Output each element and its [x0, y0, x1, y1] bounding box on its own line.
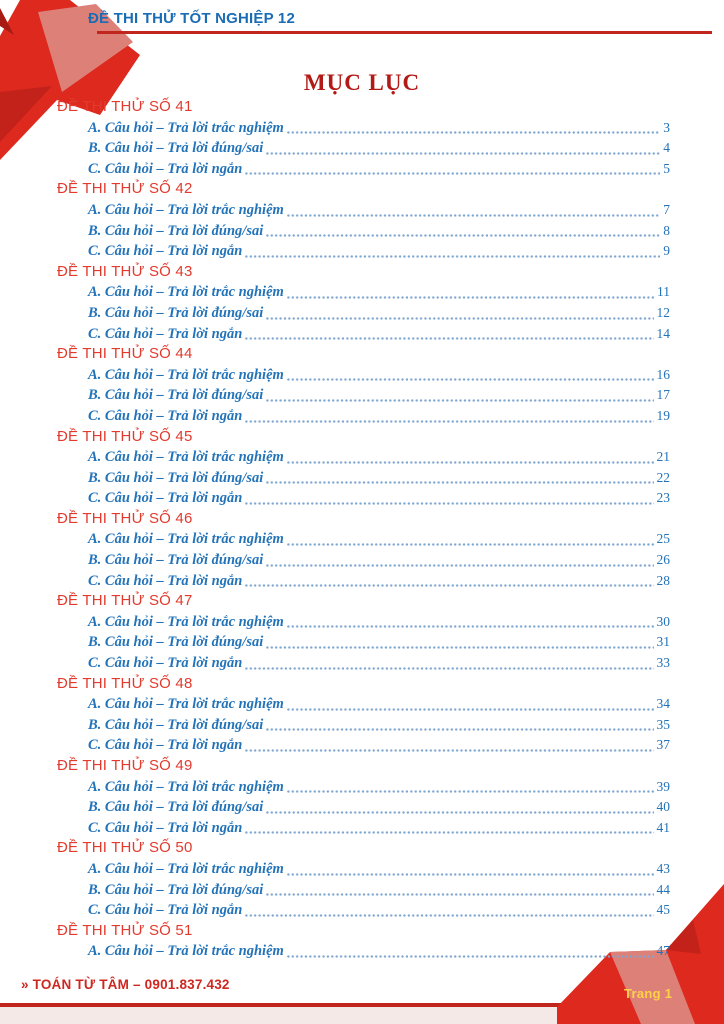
toc-item[interactable] [57, 406, 670, 427]
toc-item-label: C. Câu hỏi – Trả lời ngắn [88, 655, 243, 672]
toc-item-page: 26 [656, 552, 670, 568]
toc-item[interactable] [57, 488, 670, 509]
toc-item[interactable] [57, 818, 670, 839]
toc-item[interactable] [57, 612, 670, 633]
toc-item-page: 14 [656, 325, 670, 341]
toc-entry-heading: ĐỀ THI THỬ SỐ 45 [57, 427, 193, 445]
dot-leader [266, 234, 660, 237]
toc-item-label: A. Câu hỏi – Trả lời trắc nghiệm [88, 119, 284, 136]
toc-entry-heading: ĐỀ THI THỬ SỐ 41 [57, 98, 193, 115]
dot-leader [287, 625, 654, 628]
dot-leader [287, 296, 654, 299]
toc-item-page: 4 [663, 140, 670, 156]
toc-item[interactable] [57, 241, 670, 262]
toc-item-page: 28 [656, 572, 670, 588]
dot-leader [287, 378, 654, 381]
toc-item[interactable] [57, 694, 670, 715]
toc-item-page: 33 [656, 655, 670, 671]
toc-item-label: A. Câu hỏi – Trả lời trắc nghiệm [88, 778, 284, 795]
toc-item-page: 12 [656, 304, 670, 320]
toc-item-label: C. Câu hỏi – Trả lời ngắn [88, 325, 243, 342]
toc-item-label: C. Câu hỏi – Trả lời ngắn [88, 737, 243, 754]
toc-item-label: C. Câu hỏi – Trả lời ngắn [88, 819, 243, 836]
dot-leader [245, 502, 653, 505]
toc-item-label: A. Câu hỏi – Trả lời trắc nghiệm [88, 943, 284, 960]
toc-item[interactable] [57, 200, 670, 221]
toc-item-label: C. Câu hỏi – Trả lời ngắn [88, 407, 243, 424]
toc-item-page: 5 [663, 160, 670, 176]
toc-item-label: B. Câu hỏi – Trả lời đúng/sai [88, 304, 264, 321]
toc-item[interactable] [57, 653, 670, 674]
dot-leader [287, 955, 654, 958]
toc-item[interactable] [57, 571, 670, 592]
dot-leader [287, 873, 654, 876]
toc-item-label: A. Câu hỏi – Trả lời trắc nghiệm [88, 284, 284, 301]
toc-item-page: 25 [656, 531, 670, 547]
toc-item[interactable] [57, 632, 670, 653]
dot-leader [287, 214, 660, 217]
toc-item-label: A. Câu hỏi – Trả lời trắc nghiệm [88, 613, 284, 630]
header-rule [97, 31, 712, 34]
dot-leader [245, 914, 653, 917]
toc-item-label: A. Câu hỏi – Trả lời trắc nghiệm [88, 366, 284, 383]
toc-item-label: B. Câu hỏi – Trả lời đúng/sai [88, 716, 264, 733]
dot-leader [287, 543, 654, 546]
toc-item[interactable] [57, 303, 670, 324]
dot-leader [245, 831, 653, 834]
toc-item-page: 30 [656, 613, 670, 629]
toc-item-label: A. Câu hỏi – Trả lời trắc nghiệm [88, 860, 284, 877]
dot-leader [266, 481, 653, 484]
toc-entry-heading: ĐỀ THI THỬ SỐ 50 [57, 839, 193, 857]
toc-entry-heading: ĐỀ THI THỬ SỐ 43 [57, 262, 193, 280]
toc-item-page: 44 [656, 881, 670, 897]
dot-leader [245, 172, 660, 175]
dot-leader [245, 255, 660, 258]
toc-item-page: 39 [656, 778, 670, 794]
toc-item-page: 47 [656, 943, 670, 959]
dot-leader [287, 790, 654, 793]
dot-leader [266, 317, 653, 320]
toc-item-page: 23 [656, 490, 670, 506]
toc-item-page: 34 [656, 696, 670, 712]
page-title: MỤC LỤC [303, 70, 421, 95]
toc-item-label: B. Câu hỏi – Trả lời đúng/sai [88, 222, 264, 239]
toc-item[interactable] [57, 859, 670, 880]
toc-item-page: 9 [663, 243, 670, 259]
toc-item[interactable] [57, 880, 670, 901]
toc-item-label: C. Câu hỏi – Trả lời ngắn [88, 490, 243, 507]
toc-item-page: 35 [656, 716, 670, 732]
toc-item[interactable] [57, 365, 670, 386]
dot-leader [245, 420, 653, 423]
toc-item[interactable] [57, 282, 670, 303]
toc-list [57, 97, 670, 962]
dot-leader [245, 749, 653, 752]
dot-leader [287, 131, 660, 134]
toc-entry-heading: ĐỀ THI THỬ SỐ 47 [57, 592, 193, 610]
toc-item-label: A. Câu hỏi – Trả lời trắc nghiệm [88, 449, 284, 466]
toc-item[interactable] [57, 797, 670, 818]
toc-item-label: A. Câu hỏi – Trả lời trắc nghiệm [88, 531, 284, 548]
dot-leader [266, 646, 653, 649]
toc-entry-heading: ĐỀ THI THỬ SỐ 44 [57, 345, 193, 363]
toc-item-label: B. Câu hỏi – Trả lời đúng/sai [88, 387, 264, 404]
toc-item-page: 40 [656, 799, 670, 815]
toc-item[interactable] [57, 777, 670, 798]
dot-leader [245, 667, 653, 670]
dot-leader [266, 399, 653, 402]
dot-leader [266, 564, 653, 567]
toc-item[interactable] [57, 385, 670, 406]
footer-brand: » TOÁN TỪ TÂM – 0901.837.432 [21, 977, 230, 992]
toc-item-page: 45 [656, 902, 670, 918]
toc-item-page: 37 [656, 737, 670, 753]
toc-item[interactable] [57, 468, 670, 489]
toc-item-label: C. Câu hỏi – Trả lời ngắn [88, 243, 243, 260]
toc-item[interactable] [57, 900, 670, 921]
toc-item-page: 41 [656, 819, 670, 835]
toc-item[interactable] [57, 550, 670, 571]
toc-item[interactable] [57, 118, 670, 139]
toc-item[interactable] [57, 715, 670, 736]
toc-item-page: 21 [656, 449, 670, 465]
toc-item-page: 22 [656, 469, 670, 485]
toc-item[interactable] [57, 529, 670, 550]
toc-item-label: C. Câu hỏi – Trả lời ngắn [88, 160, 243, 177]
toc-item-page: 8 [663, 222, 670, 238]
dot-leader [245, 337, 653, 340]
toc-entry-heading: ĐỀ THI THỬ SỐ 49 [57, 757, 193, 774]
dot-leader [245, 584, 653, 587]
toc-item-label: B. Câu hỏi – Trả lời đúng/sai [88, 799, 264, 816]
toc-item-page: 43 [656, 860, 670, 876]
toc-item-label: B. Câu hỏi – Trả lời đúng/sai [88, 469, 264, 486]
toc-item-label: C. Câu hỏi – Trả lời ngắn [88, 902, 243, 919]
toc-entry-heading: ĐỀ THI THỬ SỐ 48 [57, 674, 193, 692]
toc-item-label: B. Câu hỏi – Trả lời đúng/sai [88, 881, 264, 898]
dot-leader [287, 708, 654, 711]
toc-item[interactable] [57, 941, 670, 962]
toc-item-page: 16 [656, 366, 670, 382]
toc-item-page: 7 [663, 201, 670, 217]
toc-item-page: 31 [656, 634, 670, 650]
toc-entry-heading: ĐỀ THI THỬ SỐ 51 [57, 921, 193, 939]
toc-item[interactable] [57, 138, 670, 159]
toc-item[interactable] [57, 447, 670, 468]
toc-item-page: 3 [663, 119, 670, 135]
toc-entry-heading: ĐỀ THI THỬ SỐ 46 [57, 509, 193, 527]
toc-item[interactable] [57, 324, 670, 345]
toc-item-page: 11 [657, 284, 670, 300]
toc-item-label: B. Câu hỏi – Trả lời đúng/sai [88, 634, 264, 651]
dot-leader [266, 811, 653, 814]
toc-item[interactable] [57, 159, 670, 180]
header-title: ĐỀ THI THỬ TỐT NGHIỆP 12 [88, 10, 295, 27]
toc-item[interactable] [57, 221, 670, 242]
toc-item-page: 17 [656, 387, 670, 403]
dot-leader [266, 893, 653, 896]
toc-item-label: A. Câu hỏi – Trả lời trắc nghiệm [88, 201, 284, 218]
toc-item-label: B. Câu hỏi – Trả lời đúng/sai [88, 140, 264, 157]
dot-leader [266, 728, 653, 731]
dot-leader [287, 461, 654, 464]
toc-item-page: 19 [656, 407, 670, 423]
dot-leader [266, 152, 660, 155]
toc-item-label: B. Câu hỏi – Trả lời đúng/sai [88, 552, 264, 569]
toc-item[interactable] [57, 735, 670, 756]
toc-entry-heading: ĐỀ THI THỬ SỐ 42 [57, 180, 193, 198]
page-number-label: Trang 1 [624, 986, 673, 1001]
toc-item-label: C. Câu hỏi – Trả lời ngắn [88, 572, 243, 589]
toc-item-label: A. Câu hỏi – Trả lời trắc nghiệm [88, 696, 284, 713]
